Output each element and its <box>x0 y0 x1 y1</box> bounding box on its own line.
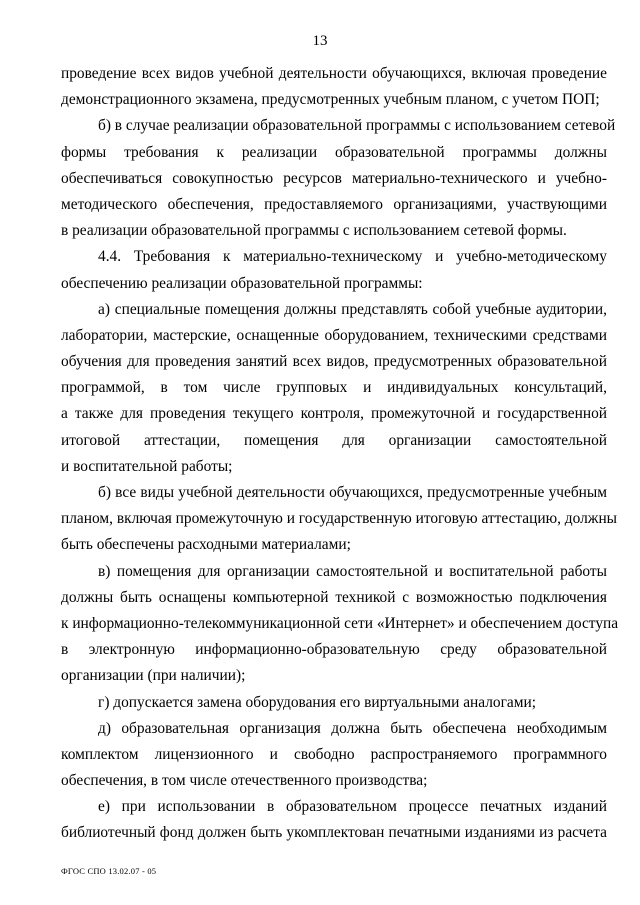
text-line: обеспечиваться совокупностью ресурсов материально-технического и учебно- <box>61 169 607 187</box>
page-footer: ФГОС СПО 13.02.07 - 05 <box>61 866 157 876</box>
text-line: методического обеспечения, предоставляемого организациями, участвующими <box>61 195 607 213</box>
text-line: е) при использовании в образовательном процессе печатных изданий <box>98 798 607 816</box>
text-line: итоговой аттестации, помещения для организации самостоятельной <box>61 431 607 449</box>
text-line: к информационно-телекоммуникационной сети «Интернет» и обеспечением доступа <box>61 614 619 632</box>
text-line: и воспитательной работы; <box>61 457 233 475</box>
page-number: 13 <box>312 33 328 49</box>
text-line: лаборатории, мастерские, оснащенные оборудованием, техническими средствами <box>61 326 607 344</box>
text-line: быть обеспечены расходными материалами; <box>61 536 351 554</box>
text-line: б) в случае реализации образовательной программы с использованием сетевой <box>98 117 616 135</box>
text-line: комплектом лицензионного и свободно распространяемого программного <box>61 745 607 763</box>
text-line: программой, в том числе групповых и индивидуальных консультаций, <box>61 379 607 397</box>
text-line: обучения для проведения занятий всех видов, предусмотренных образовательной <box>61 353 607 371</box>
text-line: в электронную информационно-образовательную среду образовательной <box>61 641 607 659</box>
text-line: организации (при наличии); <box>61 667 246 685</box>
text-line: д) образовательная организация должна быть обеспечена необходимым <box>98 719 607 737</box>
document-body <box>61 64 619 850</box>
text-line: в реализации образовательной программы с использованием сетевой формы. <box>61 222 567 240</box>
text-line: а) специальные помещения должны представлять собой учебные аудитории, <box>98 300 607 318</box>
text-line: проведение всех видов учебной деятельности обучающихся, включая проведение <box>61 65 607 82</box>
text-line: должны быть оснащены компьютерной техникой с возможностью подключения <box>61 588 607 606</box>
text-line: планом, включая промежуточную и государственную итоговую аттестацию, должны <box>61 510 618 528</box>
text-line: а также для проведения текущего контроля, промежуточной и государственной <box>61 405 607 423</box>
text-line: в) помещения для организации самостоятельной и воспитательной работы <box>98 562 607 580</box>
text-line: г) допускается замена оборудования его виртуальными аналогами; <box>98 693 536 711</box>
text-line: формы требования к реализации образовательной программы должны <box>61 143 607 161</box>
text-line: обеспечению реализации образовательной программы: <box>61 274 423 292</box>
text-line: демонстрационного экзамена, предусмотренных учебным планом, с учетом ПОП; <box>61 91 600 109</box>
text-line: б) все виды учебной деятельности обучающихся, предусмотренные учебным <box>98 484 607 501</box>
text-line: обеспечения, в том числе отечественного производства; <box>61 772 428 790</box>
text-line: библиотечный фонд должен быть укомплектован печатными изданиями из расчета <box>61 824 607 842</box>
text-line: 4.4. Требования к материально-техническому и учебно-методическому <box>98 248 607 266</box>
